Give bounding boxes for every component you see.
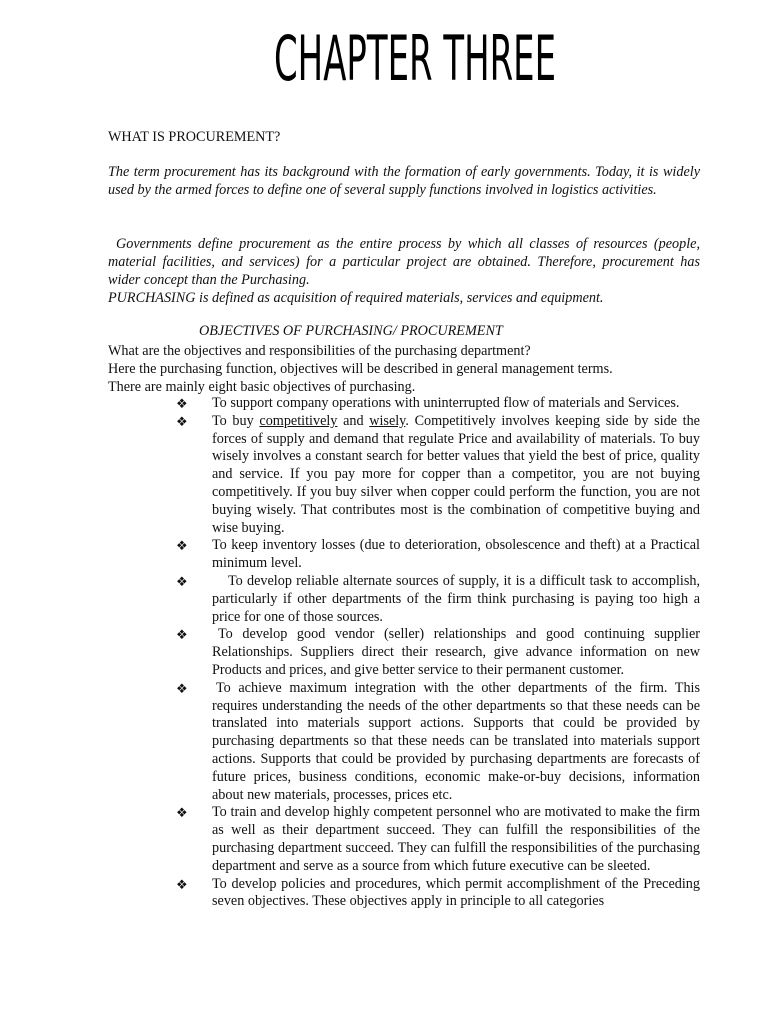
bullet-icon: ❖ [176,396,188,411]
objectives-list [176,395,700,911]
objective-text: To train and develop highly competent personnel who are motivated to make the firm as well as their department succeed. They can fulfill the responsibilities of the purchasing department succeed. They can fulfill the responsibilities of the purchasing department and serve as a source from which future executive can be sleeted. [212,804,700,874]
section-heading: WHAT IS PROCUREMENT? [108,129,281,145]
governments-paragraph: Governments define procurement as the entire process by which all classes of resources (people, material facilities, and services) for a particular project are obtained. Therefore, procurement has wider concept than the Purchasing. [108,236,700,288]
list-item [176,804,700,875]
underlined-word: wisely [369,412,406,429]
purchasing-definition: PURCHASING is defined as acquisition of required materials, services and equipment. [108,290,604,306]
objective-text-part: . Competitively involves keeping side by side the forces of supply and demand that regulate Price and availability of materials. To buy wisely involves a constant search for better values that yield the best of price, quality and service. If you pay more for copper than a competitor, you are not buying competitively. If you buy silver when copper could perform the function, you are not buying wisely. That contributes most is the combination of competitive buying and wise buying. [212,412,700,536]
list-item [176,626,700,679]
objectives-intro-line: There are mainly eight basic objectives of purchasing. [108,378,416,395]
bullet-icon: ❖ [176,538,188,554]
objective-text: To support company operations with uninterrupted flow of materials and Services. [212,395,680,411]
objectives-intro-line: Here the purchasing function, objectives will be described in general management terms. [108,360,613,377]
list-item [176,876,700,912]
bullet-icon: ❖ [176,805,188,821]
objectives-heading: OBJECTIVES OF PURCHASING/ PROCUREMENT [199,323,503,339]
chapter-title-text: CHAPTER THREE [274,22,556,95]
objectives-intro-line: What are the objectives and responsibilities of the purchasing department? [108,343,531,359]
objectives-intro [108,343,700,396]
list-item [176,680,700,805]
list-item [176,537,700,573]
objective-text: To develop good vendor (seller) relationships and good continuing supplier Relationships. Suppliers direct their research, give advance information on new Products and prices, and give better service to their permanent customer. [212,626,700,678]
objective-text: To keep inventory losses (due to deterioration, obsolescence and theft) at a Practical minimum level. [212,537,700,572]
objective-text: To develop policies and procedures, which permit accomplishment of the Preceding seven objectives. These objectives apply in principle to all categories [212,875,700,910]
list-item [176,413,700,538]
list-item [176,395,700,413]
bullet-icon: ❖ [176,627,188,643]
chapter-title [270,8,560,95]
underlined-word: competitively [259,412,338,429]
objective-text-part: To buy [212,412,260,429]
objective-text: To achieve maximum integration with the other departments of the firm. This requires understanding the needs of the other departments so that these needs can be translated into materials support actions. Supports that could be provided by purchasing departments so that these needs can be translated into materials support actions. Supports that could be provided by purchasing departments are forecasts of future prices, business conditions, economic make-or-buy decisions, information about new materials, processes, prices etc. [212,679,700,803]
bullet-icon: ❖ [176,413,188,429]
objective-text [212,413,700,536]
objective-text-part: and [337,412,370,429]
bullet-icon: ❖ [176,680,188,696]
list-item [176,573,700,626]
chapter-title-art [270,8,560,95]
bullet-icon: ❖ [176,876,188,892]
objective-text: To develop reliable alternate sources of supply, it is a difficult task to accomplish, particularly if other departments of the firm think purchasing is paying too high a price for one of those sources. [212,572,700,625]
intro-paragraph: The term procurement has its background with the formation of early governments. Today, it is widely used by the armed forces to define one of several supply functions involved in logistics activities. [108,164,700,198]
bullet-icon: ❖ [176,573,188,589]
